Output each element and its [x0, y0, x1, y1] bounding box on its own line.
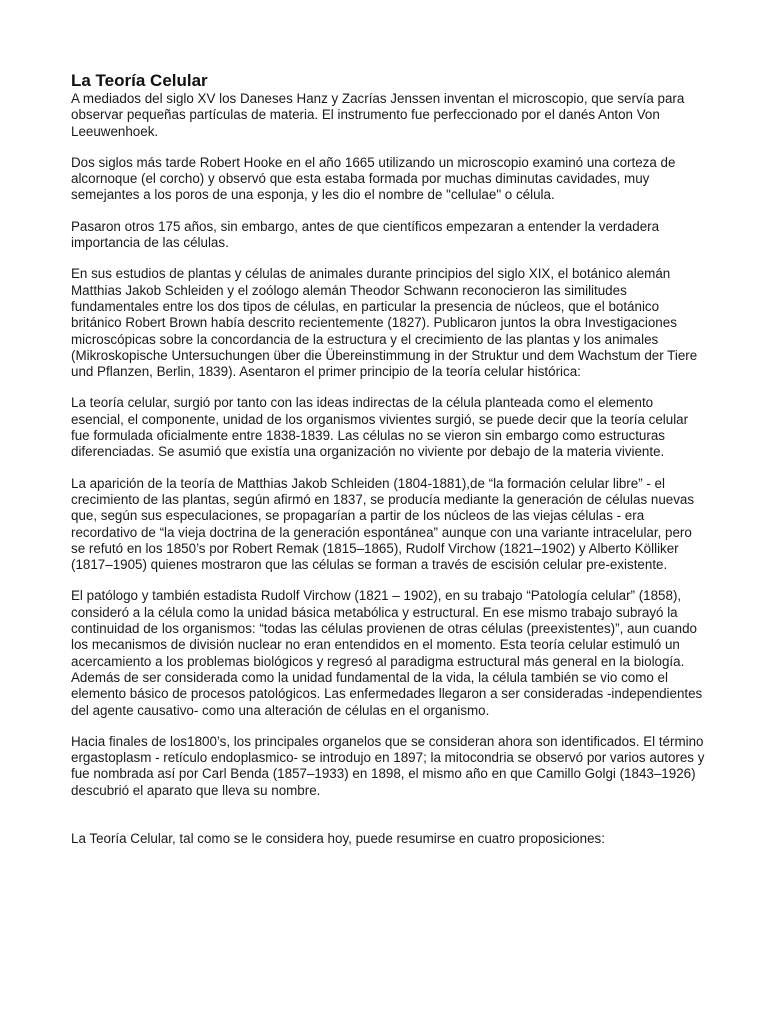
paragraph-organelles: Hacia finales de los1800’s, los principales organelos que se consideran ahora son identificados. El término ergastoplasm - retículo endoplasmico- se introdujo en 1897; la mitocondria se observó por varios autores y fue nombrada así por Carl Benda (1857–1933) en 1898, el mismo año en que Camillo Golgi (1843–1926) descubrió el aparato que lleva su nombre.: [71, 733, 705, 798]
paragraph-robert-hooke: Dos siglos más tarde Robert Hooke en el año 1665 utilizando un microscopio examinó una corteza de alcornoque (el corcho) y observó que esta estaba formada por muchas diminutas cavidades, muy semejantes a los poros de una esponja, y les dio el nombre de "cellulae" o célula.: [71, 154, 676, 203]
paragraph-schleiden-schwann: En sus estudios de plantas y células de animales durante principios del siglo XIX, el botánico alemán Matthias Jakob Schleiden y el zoólogo alemán Theodor Schwann reconocieron las similitudes fundamentales entre los dos tipos de células, en particular la presencia de núcleos, que el botánico británico Robert Brown había descrito recientemente (1827). Publicaron juntos la obra Investigaciones microscópicas sobre la concordancia de la estructura y el crecimiento de las plantas y los animales (Mikroskopische Untersuchungen über die Übereinstimmung in der Struktur und dem Wachstum der Tiere und Pflanzen, Berlin, 1839). Asentaron el primer principio de la teoría celular histórica:: [71, 266, 698, 380]
paragraph-theory-formulated: La teoría celular, surgió por tanto con las ideas indirectas de la célula planteada como el elemento esencial, el componente, unidad de los organismos vivientes surgió, se puede decir que la teoría celular fue formulada oficialmente entre 1838-1839. Las células no se vieron sin embargo como estructuras diferenciadas. Se asumió que existía una organización no viviente por debajo de la materia viviente.: [71, 395, 689, 460]
paragraph-virchow: El patólogo y también estadista Rudolf Virchow (1821 – 1902), en su trabajo “Patología celular” (1858), consideró a la célula como la unidad básica metabólica y estructural. En ese mismo trabajo subrayó la continuidad de los organismos: “todas las células provienen de otras células (preexistentes)”, aun cuando los mecanismos de división nuclear no eran entendidos en el momento. Esta teoría celular estimuló un acercamiento a los problemas biológicos y regresó al paradigma estructural más general en la biología. Además de ser considerada como la unidad fundamental de la vida, la célula también se vio como el elemento básico de procesos patológicos. Las enfermedades llegaron a ser consideradas -independientes del agente causativo- como una alteración de células en el organismo.: [71, 588, 703, 718]
document-title: La Teoría Celular: [71, 71, 208, 90]
paragraph-175-years: Pasaron otros 175 años, sin embargo, antes de que científicos empezaran a entender la verdadera importancia de las células.: [71, 218, 660, 251]
paragraph-free-cell-formation: La aparición de la teoría de Matthias Jakob Schleiden (1804-1881),de “la formación celular libre” - el crecimiento de las plantas, según afirmó en 1837, se producía mediante la generación de células nuevas que, según sus especulaciones, se propagarían a partir de los núcleos de las viejas células - era recordativo de “la vieja doctrina de la generación espontánea” aunque con una variante intracelular, pero se refutó en los 1850’s por Robert Remak (1815–1865), Rudolf Virchow (1821–1902) y Alberto Kölliker (1817–1905) quienes mostraron que las células se forman a través de escisión celular pre-existente.: [71, 475, 695, 573]
paragraph-microscope-invention: A mediados del siglo XV los Daneses Hanz y Zacrías Jenssen inventan el microscopio, que servía para observar pequeñas partículas de materia. El instrumento fue perfeccionado por el danés Anton Von Leeuwenhoek.: [71, 91, 685, 139]
paragraph-four-propositions: La Teoría Celular, tal como se le considera hoy, puede resumirse en cuatro proposiciones:: [71, 830, 605, 846]
